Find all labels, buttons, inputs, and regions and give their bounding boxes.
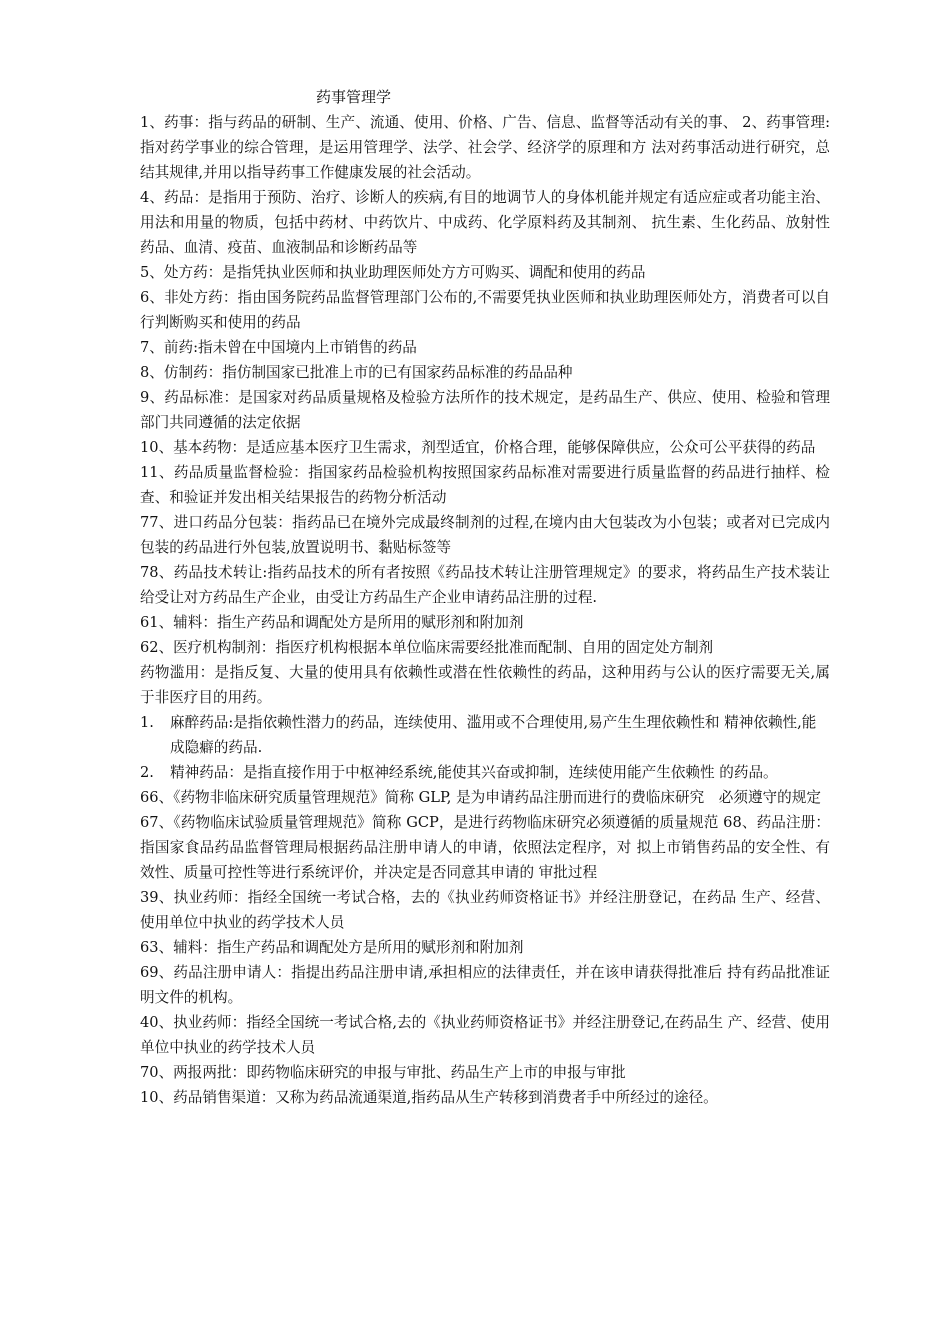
paragraph: 69、药品注册申请人：指提出药品注册申请,承担相应的法律责任，并在该申请获得批准后 持有药品批准证明文件的机构。 (140, 964, 830, 1006)
paragraph: 5、处方药：是指凭执业医师和执业助理医师处方方可购买、调配和使用的药品 (140, 264, 646, 281)
item-number: 2. (140, 764, 154, 781)
paragraph: 11、药品质量监督检验：指国家药品检验机构按照国家药品标准对需要进行质量监督的药品进行抽样、检查、和验证并发出相关结果报告的药物分析活动 (140, 464, 830, 506)
paragraph: 62、医疗机构制剂：指医疗机构根据本单位临床需要经批准而配制、自用的固定处方制剂 (140, 639, 714, 656)
paragraph: 61、辅料：指生产药品和调配处方是所用的赋形剂和附加剂 (140, 614, 524, 631)
paragraph: 63、辅料：指生产药品和调配处方是所用的赋形剂和附加剂 (140, 939, 524, 956)
paragraph: 6、非处方药：指由国务院药品监督管理部门公布的,不需要凭执业医师和执业助理医师处方，消费者可以自行判断购买和使用的药品 (140, 289, 830, 331)
paragraph: 10、基本药物：是适应基本医疗卫生需求，剂型适宜，价格合理，能够保障供应，公众可公平获得的药品 (140, 439, 816, 456)
paragraph: 70、两报两批：即药物临床研究的申报与审批、药品生产上市的申报与审批 (140, 1064, 626, 1081)
paragraph: 66、《药物非临床研究质量管理规范》简称 GLP, 是为申请药品注册而进行的费临床研究 必须遵守的规定 (140, 789, 821, 806)
paragraph: 9、药品标准：是国家对药品质量规格及检验方法所作的技术规定，是药品生产、供应、使用、检验和管理部门共同遵循的法定依据 (140, 389, 830, 431)
paragraph: 40、执业药师：指经全国统一考试合格,去的《执业药师资格证书》并经注册登记,在药品生 产、经营、使用单位中执业的药学技术人员 (140, 1014, 830, 1056)
item-text: 精神药品：是指直接作用于中枢神经系统,能使其兴奋或抑制，连续使用能产生依赖性 的药品。 (170, 764, 778, 781)
paragraph: 药物滥用：是指反复、大量的使用具有依赖性或潜在性依赖性的药品，这种用药与公认的医疗需要无关,属于非医疗目的用药。 (140, 664, 830, 706)
paragraph: 8、仿制药：指仿制国家已批准上市的已有国家药品标准的药品品种 (140, 364, 573, 381)
paragraph: 1、药事：指与药品的研制、生产、流通、使用、价格、广告、信息、监督等活动有关的事、 2、药事管理:指对药学事业的综合管理，是运用管理学、法学、社会学、经济学的原理和方 法对药事活动进行研究，总结其规律,并用以指导药事工作健康发展的社会活动。 (140, 114, 830, 181)
paragraph: 67、《药物临床试验质量管理规范》简称 GCP，是进行药物临床研究必须遵循的质量规范 68、药品注册：指国家食品药品监督管理局根据药品注册申请人的申请，依照法定程序，对 拟上市销售药品的安全性、有效性、质量可控性等进行系统评价，并决定是否同意其申请的 审批过程 (140, 814, 830, 881)
paragraph: 4、药品：是指用于预防、治疗、诊断人的疾病,有目的地调节人的身体机能并规定有适应症或者功能主治、用法和用量的物质，包括中药材、中药饮片、中成药、化学原料药及其制剂、 抗生素、生化药品、放射性药品、血清、疫苗、血液制品和诊断药品等 (140, 189, 830, 256)
paragraph: 39、执业药师：指经全国统一考试合格，去的《执业药师资格证书》并经注册登记，在药品 生产、经营、使用单位中执业的药学技术人员 (140, 889, 830, 931)
item-text: 麻醉药品:是指依赖性潜力的药品，连续使用、滥用或不合理使用,易产生生理依赖性和 精神依赖性,能成隐癖的药品. (170, 714, 817, 756)
paragraph: 78、药品技术转让:指药品技术的所有者按照《药品技术转让注册管理规定》的要求，将药品生产技术装让给受让对方药品生产企业，由受让方药品生产企业申请药品注册的过程. (140, 564, 830, 606)
paragraph: 10、药品销售渠道：又称为药品流通渠道,指药品从生产转移到消费者手中所经过的途径。 (140, 1089, 718, 1106)
item-number: 1. (140, 714, 154, 731)
page-title: 药事管理学 (316, 88, 392, 106)
numbered-item (140, 760, 830, 785)
document-body (140, 86, 830, 1110)
numbered-item (140, 710, 830, 760)
paragraph: 7、前药:指未曾在中国境内上市销售的药品 (140, 339, 417, 356)
paragraph: 77、进口药品分包装：指药品已在境外完成最终制剂的过程,在境内由大包装改为小包装；或者对已完成内包装的药品进行外包装,放置说明书、黏贴标签等 (140, 514, 830, 556)
